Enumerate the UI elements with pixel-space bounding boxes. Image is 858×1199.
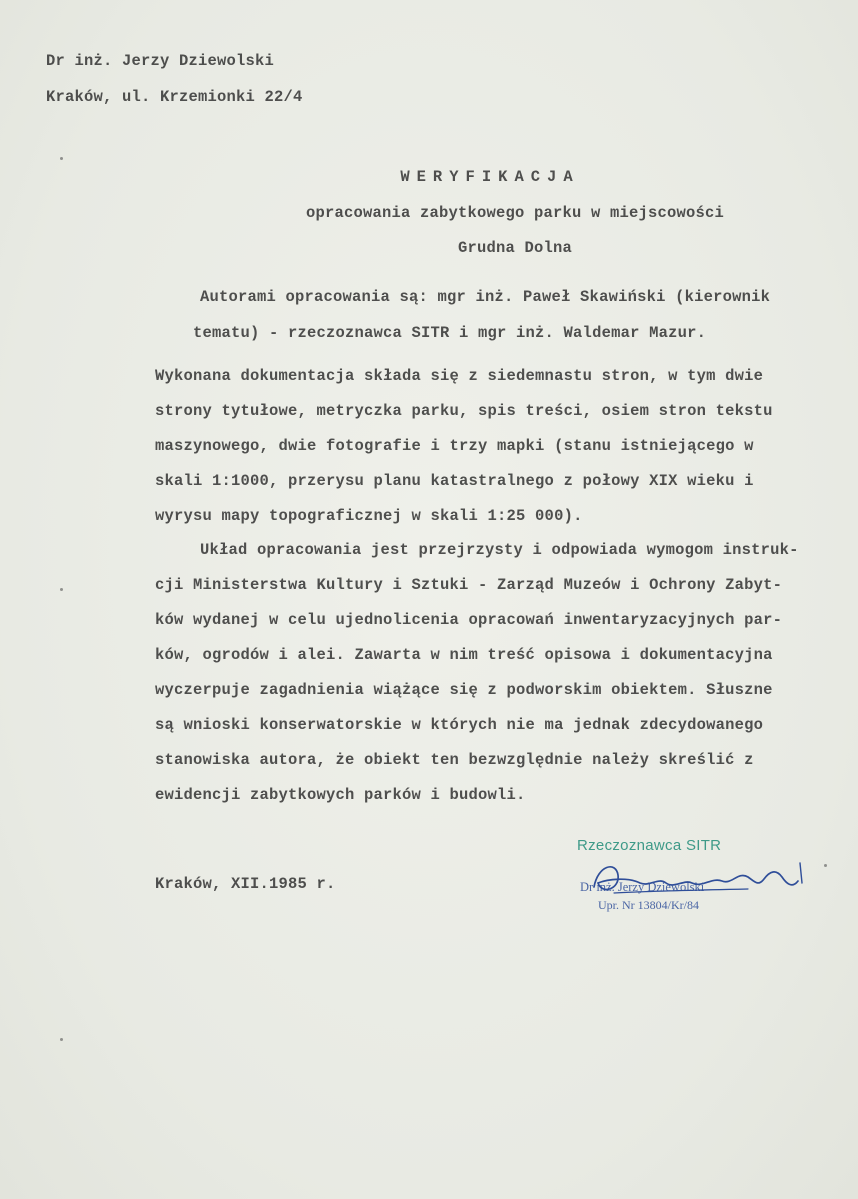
text-line: strony tytułowe, metryczka parku, spis treści, osiem stron tekstu [155,402,773,420]
text-line: ków, ogrodów i alei. Zawarta w nim treść opisowa i dokumentacyjna [155,646,773,664]
text-line: ków wydanej w celu ujednolicenia opracowań inwentaryzacyjnych par- [155,611,783,629]
stamp-license: Upr. Nr 13804/Kr/84 [598,898,699,912]
author-address: Kraków, ul. Krzemionki 22/4 [46,88,303,106]
author-name: Dr inż. Jerzy Dziewolski [46,52,275,70]
paper-speck [60,157,63,160]
stamp-name: Dr inż. Jerzy Dziewolski [580,880,705,894]
text-line: Autorami opracowania są: mgr inż. Paweł Skawiński (kierownik [200,288,771,306]
text-line: wyrysu mapy topograficznej w skali 1:25 000). [155,507,583,525]
text-line: skali 1:1000, przerysu planu katastralnego z połowy XIX wieku i [155,472,754,490]
text-line: wyczerpuje zagadnienia wiążące się z podworskim obiektem. Słuszne [155,681,773,699]
document-location: Grudna Dolna [457,239,573,257]
text-line: Wykonana dokumentacja składa się z siedemnastu stron, w tym dwie [155,367,764,385]
document-title: WERYFIKACJA [400,168,580,186]
paper-speck [60,588,63,591]
stamp-role: Rzeczoznawca SITR [577,837,722,854]
text-line: maszynowego, dwie fotografie i trzy mapki (stanu istniejącego w [155,437,754,455]
text-line: cji Ministerstwa Kultury i Sztuki - Zarząd Muzeów i Ochrony Zabyt- [155,576,783,594]
text-line: stanowiska autora, że obiekt ten bezwzględnie należy skreślić z [155,751,754,769]
text-line: Układ opracowania jest przejrzysty i odpowiada wymogom instruk- [200,541,799,559]
paper-speck [824,864,827,867]
text-line: tematu) - rzeczoznawca SITR i mgr inż. Waldemar Mazur. [193,324,707,342]
place-and-date: Kraków, XII.1985 r. [155,875,336,893]
text-line: ewidencji zabytkowych parków i budowli. [155,786,526,804]
text-line: są wnioski konserwatorskie w których nie ma jednak zdecydowanego [155,716,764,734]
paper-speck [60,1038,63,1041]
document-subtitle: opracowania zabytkowego parku w miejscowości [305,204,725,222]
